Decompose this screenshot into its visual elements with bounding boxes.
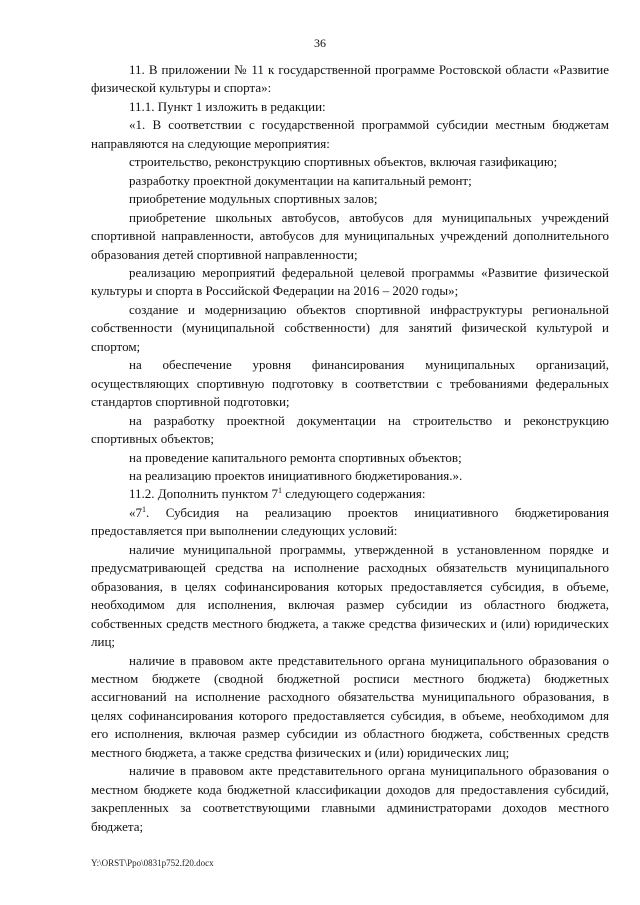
list-item-capital-repair: на проведение капитального ремонта спортивных объектов; bbox=[129, 449, 462, 465]
list-item-school-buses: приобретение школьных автобусов, автобусов для муниципальных учреждений спортивной направленности, автобусов для муниципальных учреждений дополнительного образования детей спортивной направленности; bbox=[91, 209, 609, 262]
list-item-initiative-budgeting: на реализацию проектов инициативного бюджетирования.». bbox=[129, 467, 463, 483]
paragraph-point-7-1 bbox=[91, 504, 609, 541]
list-item-federal-program: реализацию мероприятий федеральной целевой программы «Развитие физической культуры и спорта в Российской Федерации на 2016 – 2020 годы»; bbox=[91, 264, 609, 299]
page-number: 36 bbox=[314, 36, 326, 50]
superscript: 1 bbox=[142, 504, 146, 514]
paragraph-7-1-text-start: «7 bbox=[129, 504, 142, 520]
file-path-footer: Y:\ORST\Ppo\0831p752.f20.docx bbox=[91, 858, 214, 868]
condition-municipal-program: наличие муниципальной программы, утвержденной в установленном порядке и предусматривающей средства на исполнение расходных обязательств муниципального образования, в целях софинансирования которых предоставляется субсидия, в объеме, необходимом для исполнения, включая размер субсидии из областного бюджета, собственных средств местного бюджета, а также средства физических и (или) юридических лиц; bbox=[91, 541, 609, 650]
list-item-design-docs: разработку проектной документации на капитальный ремонт; bbox=[129, 172, 472, 188]
list-item-modular-halls: приобретение модульных спортивных залов; bbox=[129, 191, 378, 207]
superscript: 1 bbox=[277, 486, 282, 496]
paragraph-11: 11. В приложении № 11 к государственной программе Ростовской области «Развитие физической культуры и спорта»: bbox=[91, 62, 609, 96]
list-item-design-construction: на разработку проектной документации на строительство и реконструкцию спортивных объектов; bbox=[91, 412, 609, 447]
paragraph-7-1-text-end: . Субсидия на реализацию проектов инициативного бюджетирования предоставляется при выполнении следующих условий: bbox=[91, 504, 609, 539]
paragraph-11-2-text-start: 11.2. Дополнить пунктом 7 bbox=[129, 486, 278, 502]
list-item-funding-level: на обеспечение уровня финансирования муниципальных организаций, осуществляющих спортивную подготовку в соответствии с требованиями федеральных стандартов спортивной подготовки; bbox=[91, 357, 609, 410]
paragraph-11-2 bbox=[91, 485, 609, 503]
document-body bbox=[91, 61, 609, 836]
list-item-infrastructure: создание и модернизацию объектов спортивной инфраструктуры региональной собственности (муниципальной собственности) для занятий физической культурой и спортом; bbox=[91, 301, 609, 354]
paragraph-11-2-text-end: следующего содержания: bbox=[281, 486, 426, 502]
list-item-construction: строительство, реконструкцию спортивных объектов, включая газификацию; bbox=[129, 154, 558, 170]
condition-budget-allocations: наличие в правовом акте представительного органа муниципального образования о местном бюджете (сводной бюджетной росписи местного бюджета) бюджетных ассигнований на исполнение расходного обязательства муниципального образования, в целях софинансирования которого предоставляется субсидия, в объеме, необходимом для его исполнения, включая размер субсидии из областного бюджета, собственных средств местного бюджета, а также средства физических и (или) юридических лиц; bbox=[91, 652, 609, 760]
paragraph-point-1: «1. В соответствии с государственной программой субсидии местным бюджетам направляются на следующие мероприятия: bbox=[91, 117, 609, 151]
condition-budget-code: наличие в правовом акте представительного органа муниципального образования о местном бюджете кода бюджетной классификации доходов для предоставления субсидий, закрепленных за соответствующими главными администраторами доходов местного бюджета; bbox=[91, 763, 609, 834]
paragraph-11-1: 11.1. Пункт 1 изложить в редакции: bbox=[129, 98, 326, 114]
